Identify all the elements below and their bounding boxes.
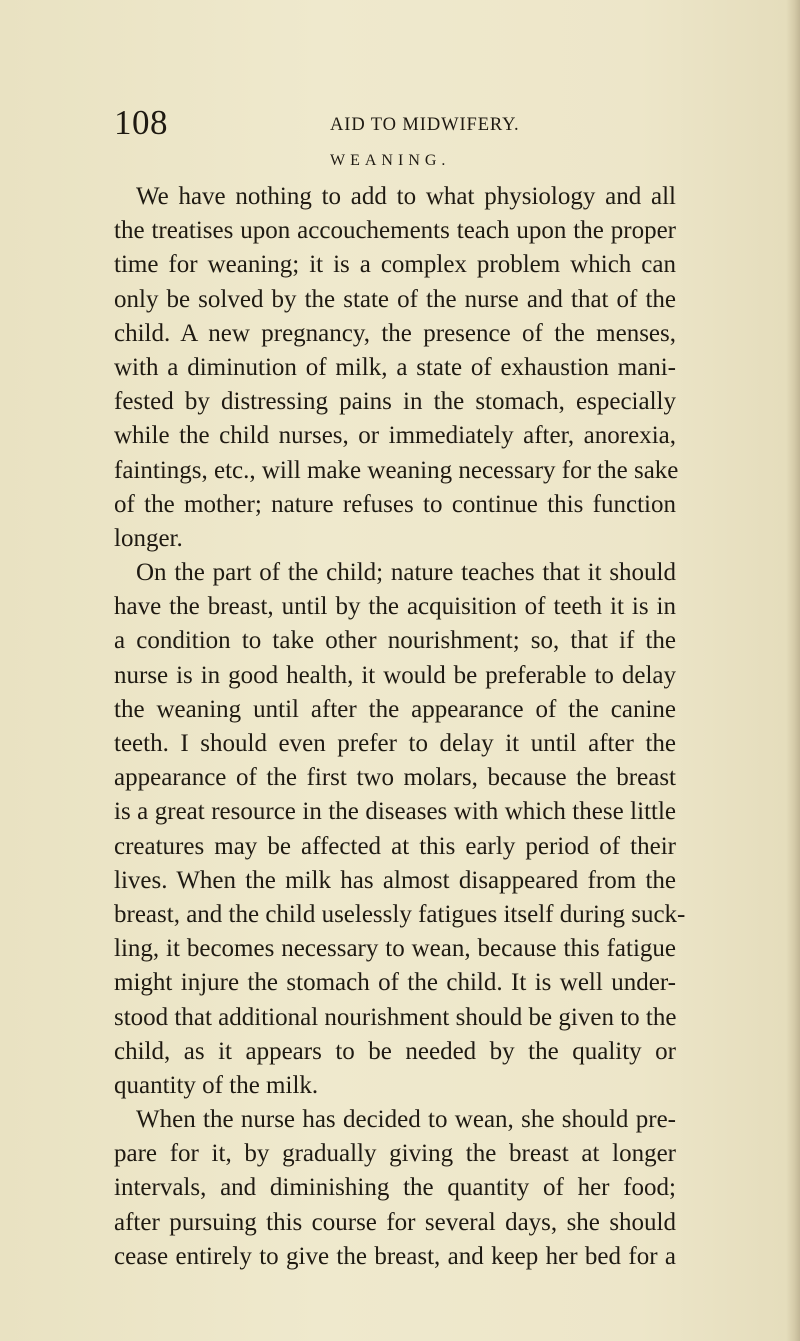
text-line: after pursuing this course for several days, she should bbox=[114, 1208, 676, 1236]
running-title: AID TO MIDWIFERY. bbox=[330, 115, 520, 135]
page-edge-shadow bbox=[786, 0, 800, 1341]
text-line: of the mother; nature refuses to continue this function bbox=[114, 490, 676, 518]
text-line: child. A new pregnancy, the presence of the menses, bbox=[114, 319, 676, 347]
running-head bbox=[114, 103, 674, 143]
text-line: teeth. I should even prefer to delay it until after the bbox=[114, 730, 676, 757]
text-line: ling, it becomes necessary to wean, because this fatigue bbox=[114, 935, 676, 963]
text-line: On the part of the child; nature teaches that it should bbox=[136, 559, 676, 587]
text-line: with a diminution of milk, a state of exhaustion mani- bbox=[114, 353, 676, 381]
text-line: intervals, and diminishing the quantity of her food; bbox=[114, 1174, 676, 1202]
text-line: We have nothing to add to what physiology and all bbox=[136, 183, 676, 210]
text-line: only be solved by the state of the nurse and that of the bbox=[114, 285, 676, 313]
text-line: time for weaning; it is a complex problem which can bbox=[114, 251, 676, 279]
text-line: while the child nurses, or immediately after, anorexia, bbox=[114, 422, 676, 450]
text-line: the treatises upon accouchements teach upon the proper bbox=[114, 217, 676, 245]
text-line: longer. bbox=[114, 524, 183, 552]
text-line: lives. When the milk has almost disappeared from the bbox=[114, 866, 676, 894]
text-line: cease entirely to give the breast, and keep her bed for a bbox=[114, 1242, 676, 1270]
text-line: might injure the stomach of the child. It is well under- bbox=[114, 969, 676, 997]
text-line: the weaning until after the appearance of the canine bbox=[114, 695, 676, 723]
text-line: appearance of the first two molars, because the breast bbox=[114, 764, 676, 792]
text-line: child, as it appears to be needed by the quality or bbox=[114, 1037, 676, 1065]
text-line: creatures may be affected at this early period of their bbox=[114, 832, 676, 860]
text-line: stood that additional nourishment should be given to the bbox=[114, 1003, 677, 1031]
text-line: When the nurse has decided to wean, she should pre- bbox=[136, 1106, 676, 1134]
text-line: nurse is in good health, it would be preferable to delay bbox=[114, 661, 676, 689]
text-line: breast, and the child uselessly fatigues itself during suck- bbox=[114, 900, 686, 928]
text-line: have the breast, until by the acquisition of teeth it is in bbox=[114, 593, 676, 621]
page-number: 108 bbox=[114, 103, 168, 142]
text-line: is a great resource in the diseases with which these little bbox=[114, 798, 676, 826]
section-title: WEANING. bbox=[330, 152, 451, 169]
text-line: fested by distressing pains in the stomach, especially bbox=[114, 388, 676, 416]
text-line: faintings, etc., will make weaning necessary for the sake bbox=[114, 456, 679, 484]
body-text bbox=[114, 180, 686, 1274]
text-line: a condition to take other nourishment; so, that if the bbox=[114, 627, 676, 655]
text-line: pare for it, by gradually giving the breast at longer bbox=[114, 1140, 676, 1168]
text-line: quantity of the milk. bbox=[114, 1071, 319, 1099]
